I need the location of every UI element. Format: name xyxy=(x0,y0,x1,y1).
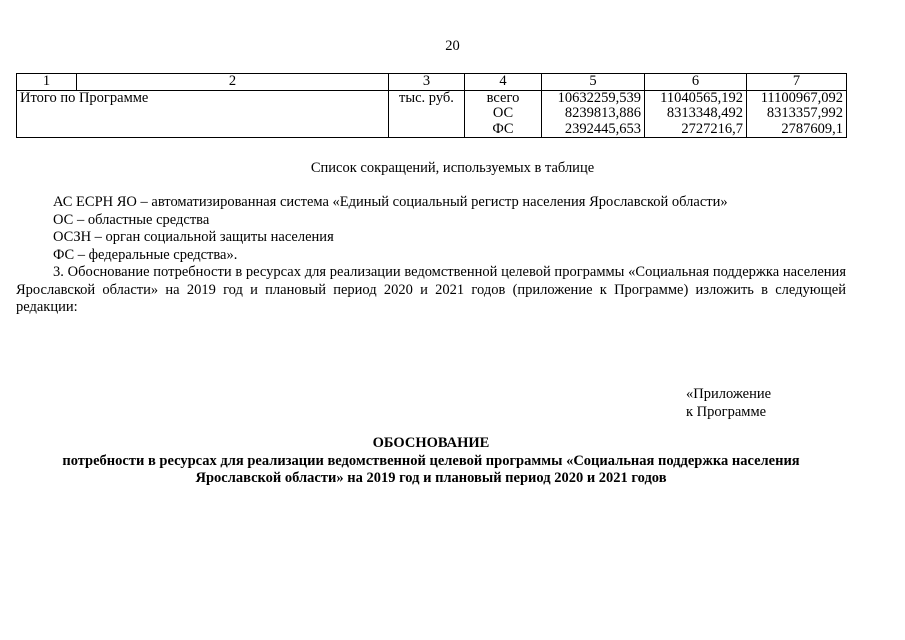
value-regional: 8239813,886 xyxy=(564,105,641,121)
header-cell: 7 xyxy=(747,74,847,91)
annex-label xyxy=(686,386,771,421)
paragraph-3: 3. Обоснование потребности в ресурсах для реализации ведомственной целевой программы «Социальная поддержка населения Ярославской области» на 2019 год и плановый период 2020 и 2021 годов (приложение к Программе) изложить в следующей редакции: xyxy=(16,264,846,315)
unit-cell: тыс. руб. xyxy=(389,90,465,138)
value-regional: 8313357,992 xyxy=(766,105,843,121)
abbreviation-item: ОСЗН – орган социальной защиты населения xyxy=(53,229,334,245)
value-cell-col5 xyxy=(542,90,645,138)
abbreviation-item: АС ЕСРН ЯО – автоматизированная система «Единый социальный регистр населения Ярославской области» xyxy=(53,194,728,210)
header-cell: 4 xyxy=(465,74,542,91)
header-cell: 2 xyxy=(77,74,389,91)
source-regional: ОС xyxy=(492,105,514,121)
value-cell-col7 xyxy=(747,90,847,138)
source-total: всего xyxy=(486,89,520,106)
summary-table xyxy=(16,73,847,138)
header-cell: 3 xyxy=(389,74,465,91)
annex-line-1: «Приложение xyxy=(686,386,772,402)
value-federal: 2727216,7 xyxy=(681,120,743,137)
page-number: 20 xyxy=(445,38,460,54)
title-line-3: Ярославской области» на 2019 год и плановый период 2020 и 2021 годов xyxy=(195,470,667,486)
value-cell-col6 xyxy=(645,90,747,138)
source-federal: ФС xyxy=(492,120,514,137)
title-line-2: потребности в ресурсах для реализации ведомственной целевой программы «Социальная поддержка населения xyxy=(62,452,800,469)
abbreviations-list xyxy=(16,194,846,317)
row-name-cell: Итого по Программе xyxy=(17,90,389,138)
abbreviations-caption: Список сокращений, используемых в таблице xyxy=(310,160,595,176)
value-total: 10632259,539 xyxy=(557,89,641,106)
table-header-row xyxy=(17,74,847,91)
value-total: 11100967,092 xyxy=(760,89,843,106)
header-cell: 6 xyxy=(645,74,747,91)
header-cell: 5 xyxy=(542,74,645,91)
value-regional: 8313348,492 xyxy=(666,105,743,121)
table-row xyxy=(17,90,847,138)
value-federal: 2392445,653 xyxy=(564,120,641,137)
title-heading: ОБОСНОВАНИЕ xyxy=(372,435,490,451)
annex-line-2: к Программе xyxy=(686,403,767,420)
abbreviation-item: ФС – федеральные средства». xyxy=(53,246,238,263)
document-title xyxy=(16,435,846,488)
source-cell xyxy=(465,90,542,138)
abbreviation-item: ОС – областные средства xyxy=(53,211,210,228)
header-cell: 1 xyxy=(17,74,77,91)
value-federal: 2787609,1 xyxy=(781,120,843,137)
value-total: 11040565,192 xyxy=(660,89,743,106)
